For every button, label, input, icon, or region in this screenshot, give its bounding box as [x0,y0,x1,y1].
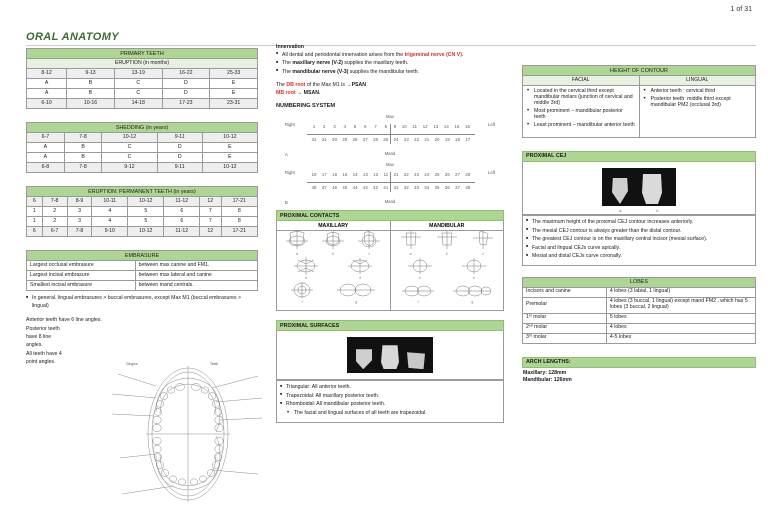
col-maxillary: MAXILLARY [277,221,391,230]
table-row [27,271,258,281]
cell: 1 [27,207,43,217]
cell: 4-5 lobes [606,333,755,343]
cell: 7-8 [64,163,102,173]
tooth-outline-icon [320,230,346,252]
table-row [523,297,756,313]
cell: 7-8 [64,133,102,143]
cell: 6-8 [27,163,65,173]
cell: D [157,153,202,163]
line-angle-text-3: have 8 line [26,334,52,340]
tooth-outline-icon [292,256,320,276]
nd-a-key: A [285,152,288,158]
cell: 9-11 [157,163,202,173]
table-row [523,333,756,343]
cej-bullet: ■ The mesial CEJ contour is always greater than the distal contour. [526,228,752,236]
caption: a [296,252,299,257]
innervation-bullet-1 [276,52,504,60]
cell: 7 [200,207,221,217]
text: of the Max M1 is [305,82,347,89]
cell: B [67,89,115,99]
cell: 1 [27,217,43,227]
embrasure-note: ■ In general, lingual embrasures > buccal embrasures, except Max M1 (buccal embrasures > lingual) [26,295,258,310]
cell: 10-12 [202,133,257,143]
nd-a-lower-right: 32 31 30 29 28 27 26 25 [311,137,389,143]
proximal-surfaces-xray [347,337,433,373]
cell: 4 lobes [606,323,755,333]
table-row [27,153,258,163]
table-row [27,281,258,291]
cell: Incisors and canine [523,287,607,297]
cell: Largest incisal embrasure [27,271,136,281]
line-angle-text-6: point angles. [26,358,56,365]
cell: E [210,79,258,89]
cell: 5 lobes [606,313,755,323]
caption: g [471,300,474,305]
text: The [282,60,293,67]
text: mandibular nerve (V-3) [292,68,349,75]
tooth-outline-icon [336,280,376,300]
arch-length-mandibular: Mandibular: 126mm [523,377,572,384]
cell: 12 [200,227,221,237]
nd-a-max-label: Max [386,114,394,120]
hoc-facial-list [523,86,640,138]
primary-teeth-table [26,48,258,109]
table-row [27,99,258,109]
nd-b-lower-left: 31 32 33 34 35 36 37 38 [393,185,471,191]
arch-svg [112,362,264,507]
table-row [27,89,258,99]
nd-b-key: B [285,200,288,206]
table-row [27,143,258,153]
highlight: trigeminal nerve (CN V) [404,51,462,58]
cell: 1ˢᵗ molar [523,313,607,323]
nd-a-left-label: Left [488,122,495,128]
cell: 8 [221,207,257,217]
cej-caption-b: b [656,208,659,213]
tooth-outline-icon [400,230,422,252]
cell: 17-21 [221,227,257,237]
hoc-facial-item: • Located in the cervical third except mandibular molars (junction of cervical and middle 3rd) [526,89,636,107]
column-middle [276,44,504,423]
cell: Largest occlusal embrasure [27,261,136,271]
nd-a-mand-label: Mand [384,151,396,157]
tooth-outline-icon [461,256,487,276]
caption: f [301,300,303,305]
primary-teeth-title: PRIMARY TEETH [27,49,258,59]
cell: 10-11 [92,197,128,207]
innervation-bullet-2 [276,60,504,68]
nd-a-right-label: Right [285,122,295,128]
cell: 4 [92,207,128,217]
col-mandibular: MANDIBULAR [429,222,465,229]
cell: between max canine and FM1. [135,261,257,271]
cej-bullet: ■ Facial and lingual CEJs curve apically. [526,245,752,253]
caption: b [445,252,448,257]
permanent-eruption-title: ERUPTION: PERMANENT TEETH (in years) [27,187,258,197]
cell: 8 [221,217,257,227]
caption: a [409,252,412,257]
cell: 6 [164,207,200,217]
height-of-contour-table [522,65,756,138]
tooth-outline-grid [277,231,503,310]
caption: d [305,276,308,281]
proximal-surfaces-notes [276,380,504,423]
proximal-surfaces-section [276,320,504,423]
hoc-lingual-item: • Posterior teeth: middle third except mandibular PM2 (occlusal 3rd) [643,97,753,109]
cell: D [162,79,210,89]
cell: between mand centrals. [135,281,257,291]
proximal-surfaces-body [276,331,504,380]
table-row [27,207,258,217]
nd-b-lower-right: 48 47 46 45 44 43 42 41 [311,185,389,191]
table-row [27,217,258,227]
hoc-lingual-item: • Anterior teeth : cervical third [643,89,753,95]
column-left [26,48,258,366]
line-angle-text-2: Posterior teeth [26,325,60,332]
column-right [522,65,756,387]
cell: 2 [42,217,67,227]
cell: A [27,143,65,153]
table-row [27,261,258,271]
numbering-system-heading: NUMBERING SYSTEM [276,103,336,110]
cell: 23-31 [210,99,258,109]
db-root-line [276,82,504,90]
caption: b [332,252,335,257]
embrasure-table [26,250,258,291]
table-row [27,227,258,237]
table-row [27,79,258,89]
proximal-surfaces-title: PROXIMAL SURFACES [276,320,504,331]
nd-b-upper-left: 21 22 23 24 25 26 27 28 [393,172,471,178]
nd-b-mand-label: Mand [384,199,396,205]
nd-b-upper-right: 18 17 16 15 14 13 12 11 [311,172,389,178]
hoc-col-lingual: LINGUAL [639,76,756,86]
ps-bullet-3: ■ Rhomboidal: All mandibular posterior teeth. [280,401,500,409]
cell: 7 [200,217,221,227]
innervation-block [276,44,504,110]
cell: D [157,143,202,153]
text: The [276,82,287,89]
page-number: 1 of 31 [730,6,752,13]
cell: 4 [92,217,128,227]
cell: 9-12 [102,163,157,173]
shedding-title: SHEDDING (in years) [27,123,258,133]
cell: 7-8 [42,197,67,207]
hoc-facial-item: • Least prominent – mandibular anterior teeth [526,123,636,129]
cell: E [210,89,258,99]
hoc-facial-item: • Most prominent – mandibular posterior teeth [526,109,636,121]
hoc-lingual-list [639,86,756,138]
nd-a-upper-left: 9 10 11 12 13 14 15 16 [393,124,471,130]
innervation-heading: Innervation [276,44,304,50]
nd-b-right-label: Right [285,170,295,176]
cell: B [64,153,102,163]
permanent-eruption-table [26,186,258,237]
cell: C [114,89,162,99]
cell: 11-12 [164,227,200,237]
text: All dental and periodontal innervation arises from the [282,51,405,58]
cej-bullet: ■ The maximum height of the proximal CEJ contour increases anteriorly. [526,219,752,227]
tooth-outline-icon [284,230,310,252]
text: →PSAN [346,82,366,89]
maxillary-outlines [277,231,390,310]
text: supplies the maxillary teeth. [342,60,409,67]
highlight: MB root [276,89,296,96]
cell: Smallest incisal embrasure [27,281,136,291]
cell: 17-21 [221,197,257,207]
cell: C [102,153,157,163]
tooth-outline-icon [407,256,433,276]
cell: A [27,153,65,163]
cell: E [202,143,257,153]
cell: 4 lobes (3 buccal, 1 lingual) except mand FM2 , which has 5 lobes (3 buccal, 2 lingual) [606,297,755,313]
ps-subnote: • The facial and lingual surfaces of all teeth are trapezoidal. [286,410,500,418]
cell: 14-18 [114,99,162,109]
cell: between max lateral and canine [135,271,257,281]
embrasure-title: EMBRASURE [27,251,258,261]
numbering-diagrams [276,114,504,204]
cell: 8-12 [27,69,67,79]
table-row [27,163,258,173]
table-row [523,76,756,86]
arch-length-maxillary: Maxillary: 128mm [523,369,567,376]
cell: 10-16 [67,99,115,109]
shedding-table [26,122,258,173]
cell: 5 [128,207,164,217]
cej-bullet: ■ The greatest CEJ contour is on the maxillary central incisor (mesial surface). [526,236,752,244]
text: . [461,51,464,58]
cell: 13-19 [114,69,162,79]
nd-b-max-label: Max [386,162,394,168]
table-row [27,197,258,207]
ps-bullet-1: ■ Triangular: All anterior teeth. [280,384,500,392]
cell: E [202,153,257,163]
cell: Premolar [523,297,607,313]
lobes-table [522,277,756,344]
arch-lengths-section [522,357,756,387]
text: maxillary nerve (V-2) [292,60,343,67]
proximal-contacts-section [276,210,504,311]
tooth-outline-icon [472,230,494,252]
cell: 17-23 [162,99,210,109]
text: supplies the mandibular teeth. [348,68,419,75]
nd-b-left-label: Left [488,170,495,176]
lobes-title: LOBES [523,277,756,287]
cell: 7-8 [67,227,92,237]
cej-bullet: ■ Mesial and distal CEJs curve coronally. [526,253,752,261]
tooth-outline-icon [356,230,382,252]
hoc-title: HEIGHT OF CONTOUR [523,66,756,76]
hoc-col-facial: FACIAL [523,76,640,86]
cell: 6 [27,227,43,237]
dental-arch-diagram [112,362,264,507]
cell: 25-33 [210,69,258,79]
cell: 10-12 [128,197,164,207]
tooth-outline-icon [436,230,458,252]
cell: 10-12 [128,227,164,237]
proximal-cej-xray [602,168,676,206]
cell: 6-7 [27,133,65,143]
cej-caption-a: a [619,208,622,213]
table-row [27,133,258,143]
nd-a-upper-right: 1 2 3 4 5 6 7 8 [312,124,388,130]
primary-teeth-subtitle: ERUPTION (in months) [27,59,258,69]
cell: 9-13 [67,69,115,79]
table-row [27,69,258,79]
cell: 5 [128,217,164,227]
proximal-cej-body [522,162,756,215]
caption: g [355,300,358,305]
cell: 9-10 [92,227,128,237]
cell: 6-7 [42,227,67,237]
cell: 12 [200,197,221,207]
cell: 10-12 [102,133,157,143]
caption: d [418,276,421,281]
cell: 6 [27,197,43,207]
cell: C [102,143,157,153]
numbering-diagram-a [285,114,495,156]
tooth-outline-icon [346,256,374,276]
proximal-cej-section [522,151,756,266]
cell: A [27,79,67,89]
line-angle-text-1: Anterior teeth have 6 line angles. [26,317,102,324]
caption: e [359,276,362,281]
table-row [523,323,756,333]
table-row [523,287,756,297]
arch-label-teeth: Teeth [210,362,219,366]
tooth-outline-icon [290,280,314,300]
cell: 3 [67,217,92,227]
cell: B [67,79,115,89]
caption: f [417,300,419,305]
cell: 2 [42,207,67,217]
cell: 9-11 [157,133,202,143]
cell: 6 [164,217,200,227]
cell: 8-9 [67,197,92,207]
mandibular-outlines [390,231,504,310]
cell: C [114,79,162,89]
numbering-diagram-b [285,162,495,204]
text: → MSAN. [295,89,321,96]
cell: 2ⁿᵈ molar [523,323,607,333]
nd-a-lower-left: 24 23 22 21 20 19 18 17 [393,137,471,143]
table-row [523,313,756,323]
cell: 3ʳᵈ molar [523,333,607,343]
cell: 11-12 [164,197,200,207]
table-row [523,86,756,138]
cell: A [27,89,67,99]
proximal-contacts-body [276,221,504,311]
proximal-contacts-title: PROXIMAL CONTACTS [276,210,504,221]
caption: c [482,252,484,257]
caption: e [472,276,475,281]
cell: B [64,143,102,153]
caption: c [368,252,371,257]
cell: 4 lobes (3 labial, 1 lingual) [606,287,755,297]
cell: 3 [67,207,92,217]
arch-lengths-title: ARCH LENGTHS: [522,357,756,368]
page-title: ORAL ANATOMY [26,31,120,43]
line-angle-text-4: angles. [26,342,43,349]
line-angle-text-5: All teeth have 4 [26,350,62,357]
proximal-cej-title: PROXIMAL CEJ [522,151,756,162]
cell: 10-12 [202,163,257,173]
cell: 16-22 [162,69,210,79]
highlight: DB root [286,82,306,89]
innervation-bullet-3 [276,69,504,77]
arch-label-gingiva: Gingiva [126,362,138,366]
text: The [282,68,293,75]
cell: 6-10 [27,99,67,109]
tooth-outline-icon [401,282,435,300]
tooth-outline-icon [452,282,492,300]
proximal-cej-notes [522,215,756,266]
ps-bullet-2: ■ Trapezoidal: All maxillary posterior teeth. [280,393,500,401]
cell: D [162,89,210,99]
mb-root-line [276,90,504,98]
